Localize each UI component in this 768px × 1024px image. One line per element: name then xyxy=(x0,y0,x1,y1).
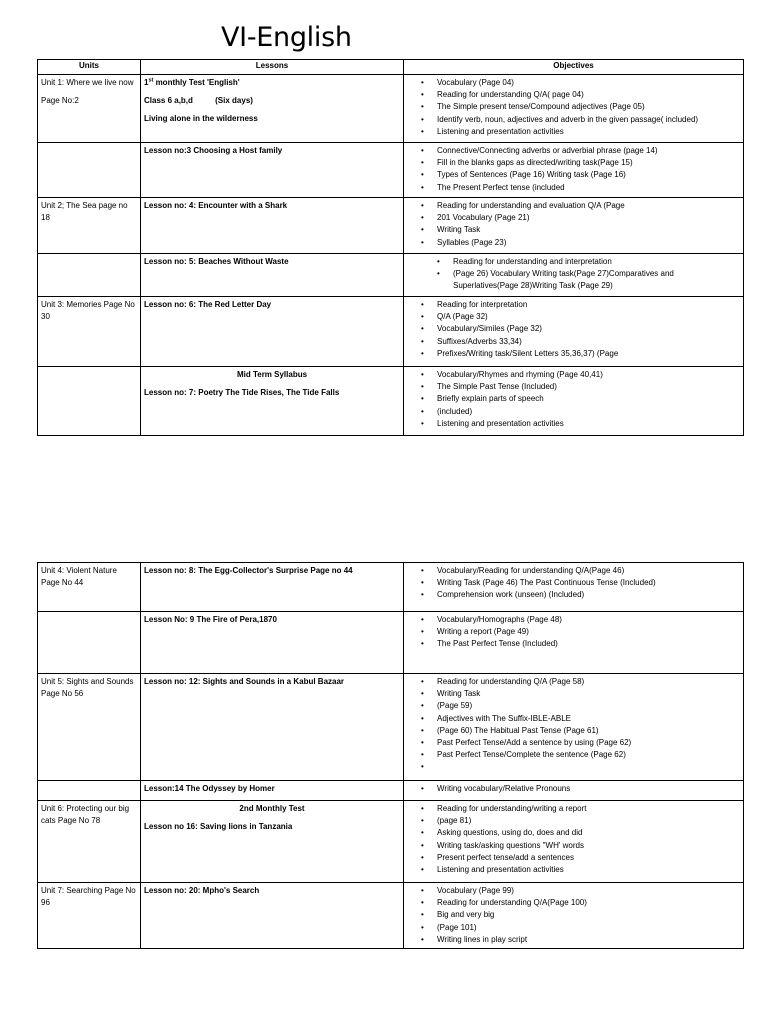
objectives-cell xyxy=(404,674,744,781)
objectives-cell xyxy=(404,367,744,436)
objective-item: • Writing Task (Page 46) The Past Continuous Tense (Included) xyxy=(437,577,740,589)
unit-text: Unit 4: Violent Nature Page No 44 xyxy=(41,566,117,588)
table-row xyxy=(38,297,744,367)
lesson-cell xyxy=(141,143,404,198)
objective-item: • Prefixes/Writing task/Silent Letters 35,36,37) (Page xyxy=(437,348,740,360)
objective-item: • Writing vocabulary/Relative Pronouns xyxy=(437,783,740,795)
objective-item: • (included) xyxy=(437,406,740,418)
objective-item: • Reading for understanding and interpretation xyxy=(453,256,740,268)
objective-list xyxy=(407,145,740,194)
objective-item: • Syllables (Page 23) xyxy=(437,237,740,249)
objective-list xyxy=(407,676,740,774)
objective-item: • Briefly explain parts of speech xyxy=(437,393,740,405)
lesson-cell xyxy=(141,367,404,436)
objective-item: • Reading for understanding and evaluation Q/A (Page xyxy=(437,200,740,212)
objectives-cell xyxy=(404,801,744,883)
objective-item: • Vocabulary (Page 99) xyxy=(437,885,740,897)
objective-item: • (Page 60) The Habitual Past Tense (Page 61) xyxy=(437,725,740,737)
objective-item: • Reading for understanding Q/A(Page 100) xyxy=(437,897,740,909)
objectives-cell xyxy=(404,143,744,198)
objective-item: • Suffixes/Adverbs 33,34) xyxy=(437,336,740,348)
objective-item: • Fill in the blanks gaps as directed/writing task(Page 15) xyxy=(437,157,740,169)
objective-list xyxy=(407,614,740,651)
objective-list xyxy=(407,77,740,138)
header-objectives: Objectives xyxy=(404,60,744,75)
objectives-cell xyxy=(404,75,744,143)
syllabus-table-2 xyxy=(37,562,744,949)
lesson-text: Lesson no:3 Choosing a Host family xyxy=(144,146,283,155)
syllabus-table-1 xyxy=(37,59,744,436)
objective-item: • (page 81) xyxy=(437,815,740,827)
objective-list xyxy=(407,783,740,795)
table-row xyxy=(38,801,744,883)
objective-item: • Vocabulary/Rhymes and rhyming (Page 40,41) xyxy=(437,369,740,381)
unit-text: Page No:2 xyxy=(41,96,79,106)
unit-cell xyxy=(38,254,141,297)
objective-list xyxy=(407,803,740,876)
objective-item: • (Page 59) xyxy=(437,700,740,712)
table-row xyxy=(38,612,744,674)
unit-cell xyxy=(38,297,141,367)
lesson-text: Lesson no: 4: Encounter with a Shark xyxy=(144,201,288,210)
unit-cell xyxy=(38,75,141,143)
unit-text: Unit 7: Searching Page No 96 xyxy=(41,886,136,908)
unit-cell xyxy=(38,883,141,949)
table-row xyxy=(38,367,744,436)
objective-item: • Listening and presentation activities xyxy=(437,864,740,876)
objective-list xyxy=(407,200,740,249)
unit-text: Unit 5: Sights and Sounds Page No 56 xyxy=(41,677,134,699)
objective-item: • Reading for understanding Q/A (Page 58) xyxy=(437,676,740,688)
lesson-cell xyxy=(141,198,404,254)
unit-cell xyxy=(38,367,141,436)
objective-item xyxy=(437,761,740,773)
objective-item: • Writing lines in play script xyxy=(437,934,740,946)
objective-item: • Reading for interpretation xyxy=(437,299,740,311)
objective-item: • Writing Task xyxy=(437,688,740,700)
objective-item: • (Page 101) xyxy=(437,922,740,934)
lesson-text: Living alone in the wilderness xyxy=(144,114,258,124)
table-row xyxy=(38,75,744,143)
table-row xyxy=(38,883,744,949)
objective-item: • Listening and presentation activities xyxy=(437,126,740,138)
objective-item: • Identify verb, noun, adjectives and adverb in the given passage( included) xyxy=(437,114,740,126)
objective-item: • Present perfect tense/add a sentences xyxy=(437,852,740,864)
lesson-cell xyxy=(141,781,404,801)
objective-item: • Vocabulary/Homographs (Page 48) xyxy=(437,614,740,626)
table-row xyxy=(38,198,744,254)
objectives-cell xyxy=(404,254,744,297)
unit-cell xyxy=(38,801,141,883)
lesson-text: Lesson no: 7: Poetry The Tide Rises, The Tide Falls xyxy=(144,388,340,398)
lesson-cell xyxy=(141,254,404,297)
objective-list xyxy=(407,256,740,293)
lesson-text: Class 6 a,b,d (Six days) xyxy=(144,96,253,106)
lesson-text: Lesson No: 9 The Fire of Pera,1870 xyxy=(144,615,277,624)
objective-item: • Connective/Connecting adverbs or adverbial phrase (page 14) xyxy=(437,145,740,157)
unit-cell xyxy=(38,674,141,781)
page-title: VI-English xyxy=(221,22,352,53)
objectives-cell xyxy=(404,297,744,367)
lesson-text: 2nd Monthly Test xyxy=(239,804,305,813)
unit-cell xyxy=(38,612,141,674)
lesson-text: Lesson:14 The Odyssey by Homer xyxy=(144,784,275,793)
objective-item: • The Simple Past Tense (Included) xyxy=(437,381,740,393)
table-row xyxy=(38,143,744,198)
objective-item: • The Past Perfect Tense (Included) xyxy=(437,638,740,650)
header-lessons: Lessons xyxy=(141,60,404,75)
unit-cell xyxy=(38,781,141,801)
objectives-cell xyxy=(404,198,744,254)
objective-list xyxy=(407,299,740,360)
objective-item: • Big and very big xyxy=(437,909,740,921)
objectives-cell xyxy=(404,612,744,674)
objective-list xyxy=(407,885,740,946)
objective-item: • Reading for understanding Q/A( page 04) xyxy=(437,89,740,101)
objective-item: • 201 Vocabulary (Page 21) xyxy=(437,212,740,224)
objective-item: • The Simple present tense/Compound adjectives (Page 05) xyxy=(437,101,740,113)
lesson-text: Mid Term Syllabus xyxy=(236,370,308,379)
objective-item: • Writing a report (Page 49) xyxy=(437,626,740,638)
table-row xyxy=(38,563,744,612)
objective-item: • The Present Perfect tense (included xyxy=(437,182,740,194)
lesson-text: Lesson no: 5: Beaches Without Waste xyxy=(144,257,289,266)
lesson-text: 1st monthly Test 'English' xyxy=(144,77,240,87)
objectives-cell xyxy=(404,883,744,949)
objective-item: • Asking questions, using do, does and did xyxy=(437,827,740,839)
lesson-text: Lesson no 16: Saving lions in Tanzania xyxy=(144,822,293,832)
unit-cell xyxy=(38,198,141,254)
header-row xyxy=(38,60,744,75)
objective-item: • Reading for understanding/writing a report xyxy=(437,803,740,815)
objective-item: • Comprehension work (unseen) (Included) xyxy=(437,589,740,601)
unit-cell xyxy=(38,143,141,198)
objective-item: • Listening and presentation activities xyxy=(437,418,740,430)
objective-item: • Writing task/asking questions "WH' words xyxy=(437,840,740,852)
objectives-cell xyxy=(404,563,744,612)
lesson-cell xyxy=(141,612,404,674)
objective-item: • Adjectives with The Suffix-IBLE-ABLE xyxy=(437,713,740,725)
table-row xyxy=(38,781,744,801)
objective-item: • Past Perfect Tense/Add a sentence by using (Page 62) xyxy=(437,737,740,749)
table-row xyxy=(38,674,744,781)
lesson-text: Lesson no: 6: The Red Letter Day xyxy=(144,300,272,309)
objective-item: • Vocabulary (Page 04) xyxy=(437,77,740,89)
objective-item: • Vocabulary/Similes (Page 32) xyxy=(437,323,740,335)
objectives-cell xyxy=(404,781,744,801)
lesson-text: Lesson no: 12: Sights and Sounds in a Kabul Bazaar xyxy=(144,677,345,686)
lesson-text: Lesson no: 20: Mpho's Search xyxy=(144,886,260,895)
lesson-cell xyxy=(141,297,404,367)
lesson-cell xyxy=(141,801,404,883)
objective-item: • (Page 26) Vocabulary Writing task(Page 27)Comparatives and Superlatives(Page 28)Writing Task (Page 29) xyxy=(453,268,740,292)
unit-text: Unit 6: Protecting our big cats Page No 78 xyxy=(41,804,130,826)
lesson-cell xyxy=(141,674,404,781)
unit-text: Unit 3: Memories Page No 30 xyxy=(41,300,135,322)
objective-item: • Q/A (Page 32) xyxy=(437,311,740,323)
lesson-cell xyxy=(141,883,404,949)
header-units: Units xyxy=(38,60,141,75)
table-row xyxy=(38,254,744,297)
lesson-cell xyxy=(141,563,404,612)
objective-item: • Writing Task xyxy=(437,224,740,236)
objective-list xyxy=(407,369,740,430)
unit-text: Unit 1: Where we live now xyxy=(41,78,134,87)
objective-list xyxy=(407,565,740,602)
lesson-cell xyxy=(141,75,404,143)
objective-item: • Past Perfect Tense/Complete the sentence (Page 62) xyxy=(437,749,740,761)
unit-text: Unit 2; The Sea page no 18 xyxy=(41,201,128,223)
objective-item: • Vocabulary/Reading for understanding Q/A(Page 46) xyxy=(437,565,740,577)
lesson-text: Lesson no: 8: The Egg-Collector's Surprise Page no 44 xyxy=(144,566,353,575)
unit-cell xyxy=(38,563,141,612)
objective-item: • Types of Sentences (Page 16) Writing task (Page 16) xyxy=(437,169,740,181)
